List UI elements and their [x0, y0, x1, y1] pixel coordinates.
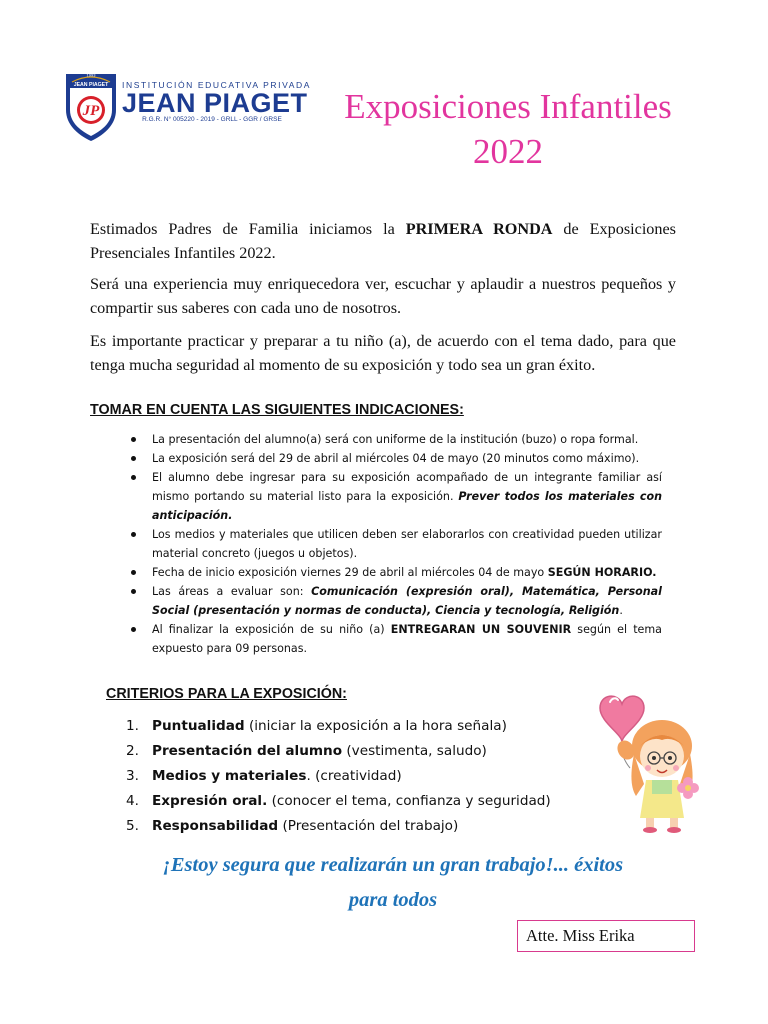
signature-box: Atte. Miss Erika — [517, 920, 695, 952]
intro-p1-bold: PRIMERA RONDA — [405, 220, 553, 238]
indications-heading: TOMAR EN CUENTA LAS SIGUIENTES INDICACIONES: — [90, 402, 464, 418]
criteria-item — [126, 814, 596, 839]
title-line-1: Exposiciones Infantiles — [344, 87, 672, 126]
institution-logo — [62, 68, 312, 144]
criteria-number: 3. — [126, 768, 139, 784]
indication-item — [116, 582, 662, 620]
closing-message — [120, 848, 666, 918]
indication-item — [116, 430, 662, 449]
intro-p1-prefix: Estimados Padres de Familia iniciamos la — [90, 220, 406, 238]
criteria-detail: (iniciar la exposición a la hora señala) — [244, 718, 507, 734]
criteria-item — [126, 764, 596, 789]
criteria-item — [126, 789, 596, 814]
criteria-item — [126, 714, 596, 739]
criteria-number: 1. — [126, 718, 139, 734]
closing-line-2: para todos — [348, 889, 438, 911]
indications-list — [116, 430, 662, 658]
badge-year: 1993 — [86, 72, 96, 78]
title-line-2: 2022 — [473, 132, 543, 171]
criteria-detail: (Presentación del trabajo) — [278, 818, 459, 834]
indication-emphasis: ENTREGARAN UN SOUVENIR — [390, 623, 572, 636]
criteria-title: Responsabilidad — [152, 818, 279, 834]
page-title — [320, 84, 696, 174]
criteria-title: Puntualidad — [152, 718, 245, 734]
indication-item — [116, 563, 662, 582]
indication-text: La exposición será del 29 de abril al miércoles 04 de mayo (20 minutos como máximo). — [152, 452, 640, 465]
indication-text-end: según el tema expuesto para 09 personas. — [152, 623, 662, 655]
intro-paragraph-1 — [90, 218, 676, 265]
criteria-detail: (conocer el tema, confianza y seguridad) — [267, 793, 551, 809]
criteria-number: 5. — [126, 818, 139, 834]
criteria-list — [126, 714, 596, 839]
intro-paragraph-3: Es importante practicar y preparar a tu niño (a), de acuerdo con el tema dado, para que tenga mucha seguridad al momento de su exposición y todo sea un gran éxito. — [90, 332, 676, 374]
indication-item — [116, 449, 662, 468]
indication-text: Fecha de inicio exposición viernes 29 de abril al miércoles 04 de mayo — [152, 566, 548, 579]
criteria-heading: CRITERIOS PARA LA EXPOSICIÓN: — [106, 686, 347, 702]
indication-emphasis: SEGÚN HORARIO. — [547, 566, 657, 579]
intro-paragraph-2: Será una experiencia muy enriquecedora ver, escuchar y aplaudir a nuestros pequeños y compartir sus saberes con cada uno de nosotros. — [90, 275, 676, 317]
school-shield-icon — [62, 68, 120, 142]
criteria-detail: (vestimenta, saludo) — [342, 743, 487, 759]
badge-name: JEAN PIAGET — [73, 82, 109, 88]
intro-p1-suffix: de Exposiciones Presenciales Infantiles 2022. — [90, 220, 676, 262]
indication-item — [116, 468, 662, 525]
indication-text: Al finalizar la exposición de su niño (a) — [152, 623, 391, 636]
girl-with-heart-balloon-icon — [560, 684, 710, 834]
indication-text: La presentación del alumno(a) será con uniforme de la institución (buzo) o ropa formal. — [152, 433, 639, 446]
indication-text: El alumno debe ingresar para su exposición acompañado de un integrante familiar así mismo portando su material listo para la exposición. — [152, 471, 662, 503]
institution-name: JEAN PIAGET — [122, 88, 308, 118]
indication-emphasis: Comunicación (expresión oral), Matemática, Personal Social (presentación y normas de conducta), Ciencia y tecnología, Religión — [152, 585, 662, 617]
indication-text-end: . — [619, 604, 623, 617]
criteria-title: Expresión oral. — [152, 793, 268, 809]
indication-item — [116, 620, 662, 658]
criteria-number: 4. — [126, 793, 139, 809]
indication-text: Las áreas a evaluar son: — [152, 585, 312, 598]
indication-text: Los medios y materiales que utilicen deben ser elaborarlos con creatividad pueden utilizar material concreto (juegos u objetos). — [152, 528, 662, 560]
criteria-item — [126, 739, 596, 764]
institution-registration: R.G.R. N° 005220 - 2019 - GRLL - GGR / GRSE — [142, 116, 282, 123]
criteria-title: Presentación del alumno — [152, 743, 343, 759]
criteria-detail: . (creatividad) — [306, 768, 402, 784]
institution-subtitle: INSTITUCIÓN EDUCATIVA PRIVADA — [122, 80, 312, 90]
indication-emphasis: Prever todos los materiales con anticipación. — [152, 490, 662, 522]
indication-item — [116, 525, 662, 563]
criteria-number: 2. — [126, 743, 139, 759]
closing-line-1: ¡Estoy segura que realizarán un gran trabajo!... éxitos — [162, 854, 624, 876]
criteria-title: Medios y materiales — [152, 768, 307, 784]
badge-initials: JP — [82, 103, 100, 119]
